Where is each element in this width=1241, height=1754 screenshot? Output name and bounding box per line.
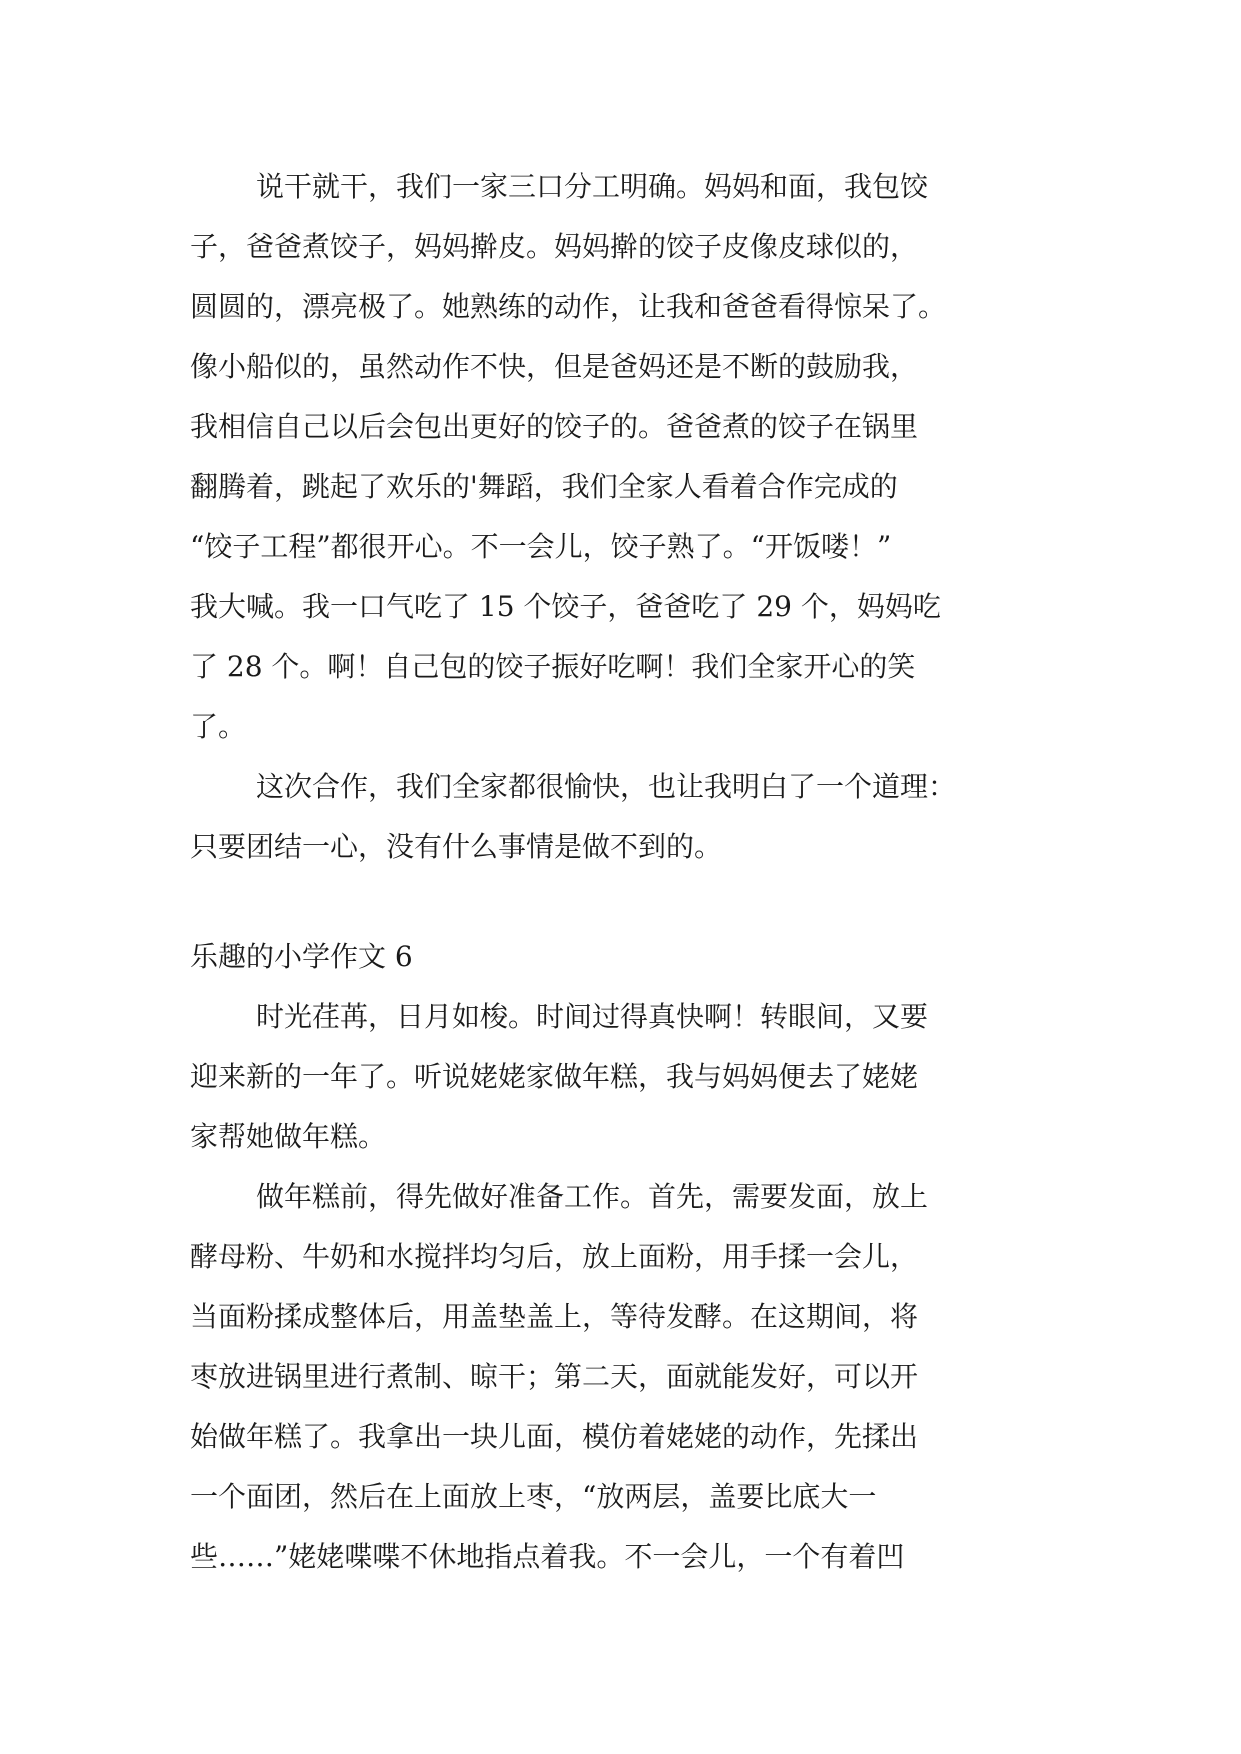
text-line: 当面粉揉成整体后，用盖垫盖上，等待发酵。在这期间，将	[190, 1300, 919, 1333]
text-line: 我大喊。我一口气吃了 15 个饺子，爸爸吃了 29 个，妈妈吃	[190, 590, 941, 623]
text-line: 了 28 个。啊！自己包的饺子振好吃啊！我们全家开心的笑	[190, 650, 916, 683]
text-line: 只要团结一心，没有什么事情是做不到的。	[190, 830, 723, 863]
text-line: “饺子工程”都很开心。不一会儿，饺子熟了。“开饭喽！”	[190, 530, 892, 563]
text-line: 时光荏苒，日月如梭。时间过得真快啊！转眼间，又要	[256, 1000, 929, 1033]
text-line: 枣放进锅里进行煮制、晾干；第二天，面就能发好，可以开	[190, 1360, 919, 1393]
text-line: 始做年糕了。我拿出一块儿面，模仿着姥姥的动作，先揉出	[190, 1420, 919, 1453]
text-line: 说干就干，我们一家三口分工明确。妈妈和面，我包饺	[256, 170, 929, 203]
text-line: 迎来新的一年了。听说姥姥家做年糕，我与妈妈便去了姥姥	[190, 1060, 919, 1093]
text-line: 一个面团，然后在上面放上枣，“放两层，盖要比底大一	[190, 1480, 877, 1513]
text-line: 家帮她做年糕。	[190, 1120, 387, 1153]
text-line: 些……”姥姥喋喋不休地指点着我。不一会儿，一个有着凹	[190, 1540, 905, 1573]
text-line: 像小船似的，虽然动作不快，但是爸妈还是不断的鼓励我，	[190, 350, 919, 383]
text-line: 子，爸爸煮饺子，妈妈擀皮。妈妈擀的饺子皮像皮球似的，	[190, 230, 919, 263]
text-line: 做年糕前，得先做好准备工作。首先，需要发面，放上	[256, 1180, 929, 1213]
text-line: 酵母粉、牛奶和水搅拌均匀后，放上面粉，用手揉一会儿，	[190, 1240, 919, 1273]
text-line: 我相信自己以后会包出更好的饺子的。爸爸煮的饺子在锅里	[190, 410, 919, 443]
text-line: 这次合作，我们全家都很愉快，也让我明白了一个道理：	[256, 770, 957, 803]
section-heading: 乐趣的小学作文 6	[190, 940, 413, 973]
text-line: 了。	[190, 710, 247, 743]
text-line: 圆圆的，漂亮极了。她熟练的动作，让我和爸爸看得惊呆了。	[190, 290, 947, 323]
text-line: 翻腾着，跳起了欢乐的'舞蹈，我们全家人看着合作完成的	[190, 470, 898, 503]
